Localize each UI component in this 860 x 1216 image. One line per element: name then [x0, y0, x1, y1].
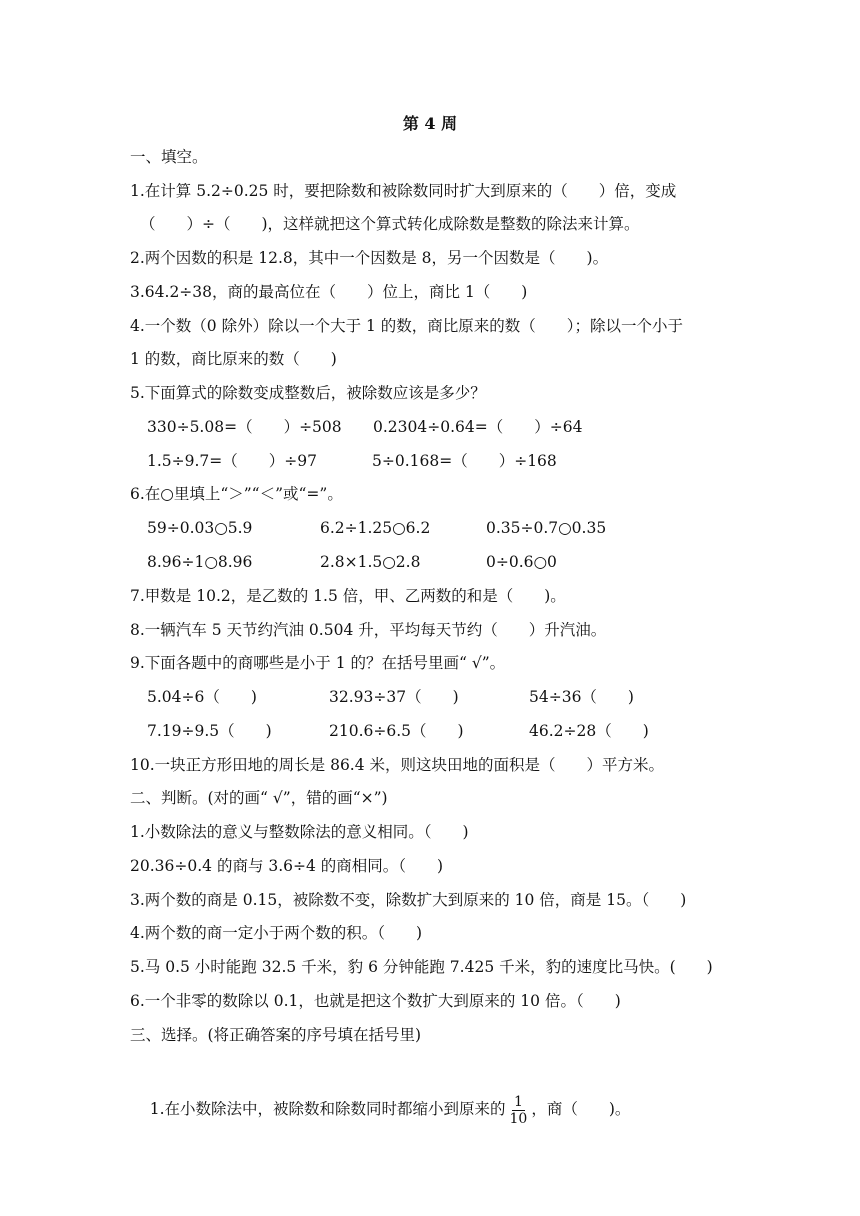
judge-item: 3.两个数的商是 0.15，被除数不变，除数扩大到原来的 10 倍，商是 15。（ ) — [130, 891, 687, 909]
q6-item: 6.2÷1.25○6.2 — [320, 519, 431, 537]
judge-item: 1.小数除法的意义与整数除法的意义相同。（ ) — [130, 823, 469, 841]
q9-item: 54÷36（ ) — [529, 688, 634, 706]
q4-line1: 4.一个数（0 除外）除以一个大于 1 的数，商比原来的数（ ）；除以一个小于 — [130, 317, 684, 335]
section3-heading: 三、选择。(将正确答案的序号填在括号里) — [130, 1026, 422, 1044]
q7: 7.甲数是 10.2，是乙数的 1.5 倍，甲、乙两数的和是（ )。 — [130, 587, 566, 605]
judge-item: 5.马 0.5 小时能跑 32.5 千米，豹 6 分钟能跑 7.425 千米，豹的速度比马快。( ) — [130, 958, 713, 976]
q5-item: 330÷5.08=（ ）÷508 — [147, 418, 342, 436]
choice-q1 — [130, 1058, 631, 1127]
choice-q1-tail: ，商（ )。 — [531, 1100, 631, 1118]
q3: 3.64.2÷38，商的最高位在（ ）位上，商比 1（ ) — [130, 283, 528, 301]
fraction-numerator: 1 — [513, 1093, 523, 1110]
q1-line1: 1.在计算 5.2÷0.25 时，要把除数和被除数同时扩大到原来的（ ）倍，变成 — [130, 182, 677, 200]
q9-item: 32.93÷37（ ) — [329, 688, 459, 706]
q6-item: 0÷0.6○0 — [486, 553, 557, 571]
q6-item: 2.8×1.5○2.8 — [320, 553, 421, 571]
fraction — [508, 1094, 530, 1127]
q6-item: 59÷0.03○5.9 — [147, 519, 253, 537]
q6-item: 8.96÷1○8.96 — [147, 553, 253, 571]
q8: 8.一辆汽车 5 天节约汽油 0.504 升，平均每天节约（ ）升汽油。 — [130, 621, 607, 639]
section1-heading: 一、填空。 — [130, 148, 208, 166]
q9-item: 210.6÷6.5（ ) — [329, 722, 464, 740]
q4-line2: 1 的数，商比原来的数（ ) — [130, 350, 337, 368]
judge-item: 20.36÷0.4 的商与 3.6÷4 的商相同。（ ) — [130, 857, 444, 875]
q6-item: 0.35÷0.7○0.35 — [486, 519, 607, 537]
q9-item: 7.19÷9.5（ ) — [147, 722, 272, 740]
q1-line2: （ ）÷（ )，这样就把这个算式转化成除数是整数的除法来计算。 — [140, 215, 640, 233]
q5-item: 1.5÷9.7=（ ）÷97 — [147, 452, 317, 470]
choice-q1-text: 1.在小数除法中，被除数和除数同时都缩小到原来的 — [149, 1100, 506, 1118]
q5-item: 5÷0.168=（ ）÷168 — [372, 452, 557, 470]
q5-item: 0.2304÷0.64=（ ）÷64 — [373, 418, 583, 436]
q5: 5.下面算式的除数变成整数后，被除数应该是多少？ — [130, 384, 486, 402]
q6: 6.在○里填上“＞”“＜”或“=”。 — [130, 485, 343, 503]
judge-item: 4.两个数的商一定小于两个数的积。（ ) — [130, 924, 423, 942]
judge-item: 6.一个非零的数除以 0.1，也就是把这个数扩大到原来的 10 倍。（ ) — [130, 992, 621, 1010]
q9-item: 46.2÷28（ ) — [529, 722, 649, 740]
q9-item: 5.04÷6（ ) — [147, 688, 257, 706]
q9: 9.下面各题中的商哪些是小于 1 的？在括号里画“ √”。 — [130, 654, 506, 672]
section2-heading: 二、判断。(对的画“ √”，错的画“×”) — [130, 789, 388, 807]
page-title: 第 4 周 — [402, 114, 458, 133]
q2: 2.两个因数的积是 12.8，其中一个因数是 8，另一个因数是（ )。 — [130, 249, 609, 267]
fraction-denominator: 10 — [509, 1110, 528, 1127]
q10: 10.一块正方形田地的周长是 86.4 米，则这块田地的面积是（ ）平方米。 — [130, 756, 665, 774]
